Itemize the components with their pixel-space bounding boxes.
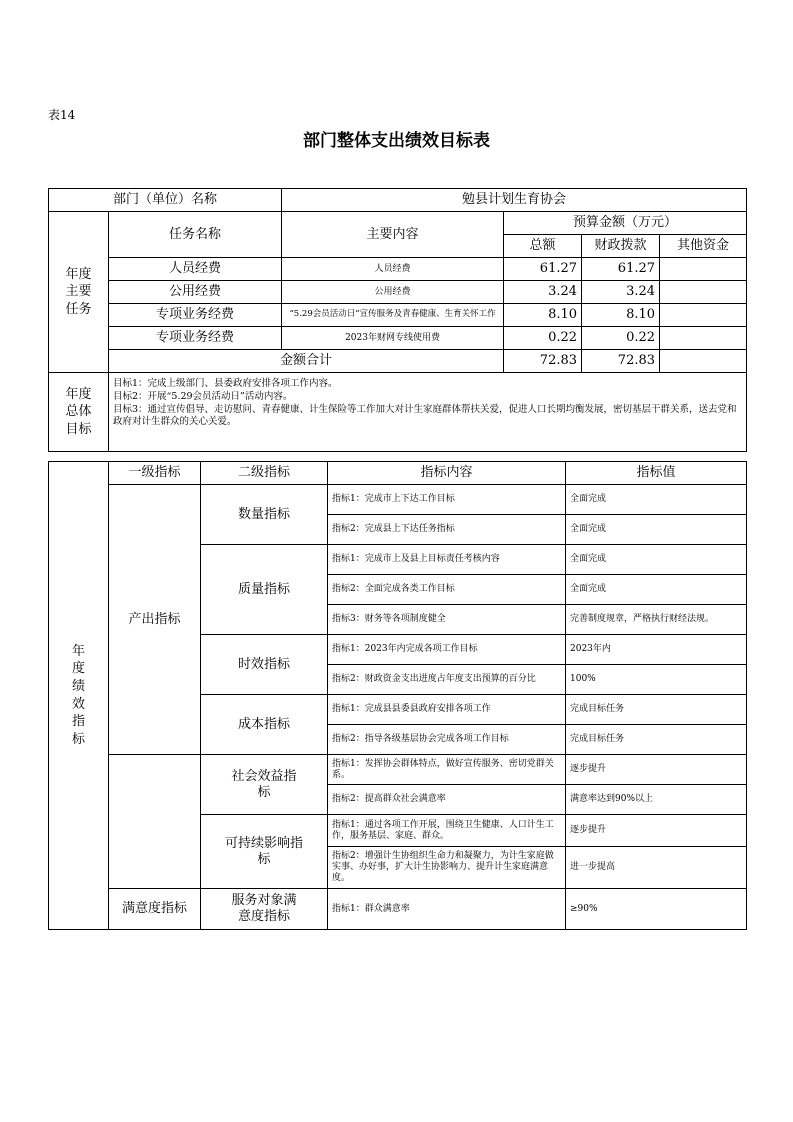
task-content: 2023年财网专线使用费 xyxy=(282,327,504,350)
task-other xyxy=(660,281,747,304)
tasks-section-label: 年度主要任务 xyxy=(49,212,109,373)
indicator-content: 指标2：完成县上下达任务指标 xyxy=(328,515,566,545)
indicator-value: 完成目标任务 xyxy=(566,725,747,755)
task-other xyxy=(660,327,747,350)
col-indicator-value: 指标值 xyxy=(566,462,747,485)
task-total: 3.24 xyxy=(504,281,582,304)
sum-fiscal: 72.83 xyxy=(582,350,660,373)
indicator-value: 100% xyxy=(566,665,747,695)
indicator-content: 指标1：完成市上下达工作目标 xyxy=(328,485,566,515)
indicator-value: 全面完成 xyxy=(566,545,747,575)
col-level1: 一级指标 xyxy=(109,462,201,485)
indicator-content: 指标1：2023年内完成各项工作目标 xyxy=(328,635,566,665)
sum-other xyxy=(660,350,747,373)
budget-task-table xyxy=(48,188,747,452)
task-other xyxy=(660,258,747,281)
col-main-content: 主要内容 xyxy=(282,212,504,258)
indicator-value: 全面完成 xyxy=(566,575,747,605)
indicator-content: 指标2：财政资金支出进度占年度支出预算的百分比 xyxy=(328,665,566,695)
indicator-value: 2023年内 xyxy=(566,635,747,665)
task-other xyxy=(660,304,747,327)
service-satisfaction-label: 服务对象满意度指标 xyxy=(201,889,328,930)
task-name: 专项业务经费 xyxy=(109,304,282,327)
indicator-value: 满意率达到90%以上 xyxy=(566,785,747,815)
satisfaction-indicator-label: 满意度指标 xyxy=(109,889,201,930)
indicator-content: 指标2：增强计生协组织生命力和凝聚力，为计生家庭做实事、办好事，扩大计生协影响力、提升计生家庭满意度。 xyxy=(328,847,566,889)
indicator-value: 进一步提高 xyxy=(566,847,747,889)
task-total: 61.27 xyxy=(504,258,582,281)
sum-label: 金额合计 xyxy=(109,350,504,373)
col-level2: 二级指标 xyxy=(201,462,328,485)
indicator-content: 指标3：财务等各项制度健全 xyxy=(328,605,566,635)
task-content: “5.29会员活动日”宣传服务及青春健康、生育关怀工作 xyxy=(282,304,504,327)
indicator-content: 指标1：完成市上及县上目标责任考核内容 xyxy=(328,545,566,575)
task-fiscal: 8.10 xyxy=(582,304,660,327)
task-total: 0.22 xyxy=(504,327,582,350)
indicator-content: 指标1：通过各项工作开展，围绕卫生健康、人口计生工作，服务基层、家庭、群众。 xyxy=(328,815,566,847)
indicator-value: 全面完成 xyxy=(566,515,747,545)
task-total: 8.10 xyxy=(504,304,582,327)
col-other: 其他资金 xyxy=(660,235,747,258)
indicator-content: 指标1：发挥协会群体特点，做好宣传服务、密切党群关系。 xyxy=(328,755,566,785)
annual-goals xyxy=(109,373,747,452)
indicator-content: 指标2：指导各级基层协会完成各项工作目标 xyxy=(328,725,566,755)
task-fiscal: 61.27 xyxy=(582,258,660,281)
task-fiscal: 0.22 xyxy=(582,327,660,350)
task-name: 专项业务经费 xyxy=(109,327,282,350)
indicator-content: 指标1：完成县县委县政府安排各项工作 xyxy=(328,695,566,725)
sustain-indicator-label: 可持续影响指标 xyxy=(201,815,328,889)
quantity-indicator-label: 数量指标 xyxy=(201,485,328,545)
col-total: 总额 xyxy=(504,235,582,258)
output-indicator-label: 产出指标 xyxy=(109,485,201,755)
indicator-value: 逐步提升 xyxy=(566,755,747,785)
indicator-value: ≥90% xyxy=(566,889,747,930)
quality-indicator-label: 质量指标 xyxy=(201,545,328,635)
goal-line: 目标1：完成上级部门、县委政府安排各项工作内容。 xyxy=(113,378,338,389)
task-name: 公用经费 xyxy=(109,281,282,304)
goal-line: 目标2：开展“5.29会员活动日”活动内容。 xyxy=(113,390,293,402)
social-indicator-label: 社会效益指标 xyxy=(201,755,328,815)
task-content: 人员经费 xyxy=(282,258,504,281)
timeliness-indicator-label: 时效指标 xyxy=(201,635,328,695)
goals-section-label: 年度总体目标 xyxy=(49,373,109,452)
table-number: 表14 xyxy=(48,108,76,122)
indicators-section-label: 年度绩效指标 xyxy=(49,462,109,930)
cost-indicator-label: 成本指标 xyxy=(201,695,328,755)
unit-name-value: 勉县计划生育协会 xyxy=(282,189,747,212)
performance-indicator-table xyxy=(48,461,747,930)
document-title: 部门整体支出绩效目标表 xyxy=(303,131,490,151)
col-budget-amount: 预算金额（万元） xyxy=(504,212,747,235)
indicator-value: 完善制度规章，严格执行财经法规。 xyxy=(566,605,747,635)
goal-line: 目标3：通过宣传倡导、走访慰问、青春健康、计生保险等工作加大对计生家庭群体帮扶关爱，促进人口长期均衡发展，密切基层干群关系，送去党和政府对计生群众的关心关爱。 xyxy=(113,403,737,428)
sum-total: 72.83 xyxy=(504,350,582,373)
indicator-value: 逐步提升 xyxy=(566,815,747,847)
indicator-content: 指标1：群众满意率 xyxy=(328,889,566,930)
indicator-value: 完成目标任务 xyxy=(566,695,747,725)
col-fiscal: 财政拨款 xyxy=(582,235,660,258)
indicator-content: 指标2：提高群众社会满意率 xyxy=(328,785,566,815)
task-name: 人员经费 xyxy=(109,258,282,281)
benefit-indicator-label xyxy=(109,755,201,889)
unit-name-label: 部门（单位）名称 xyxy=(49,189,282,212)
indicator-value: 全面完成 xyxy=(566,485,747,515)
col-task-name: 任务名称 xyxy=(109,212,282,258)
indicator-content: 指标2：全面完成各类工作目标 xyxy=(328,575,566,605)
task-content: 公用经费 xyxy=(282,281,504,304)
task-fiscal: 3.24 xyxy=(582,281,660,304)
col-indicator-content: 指标内容 xyxy=(328,462,566,485)
